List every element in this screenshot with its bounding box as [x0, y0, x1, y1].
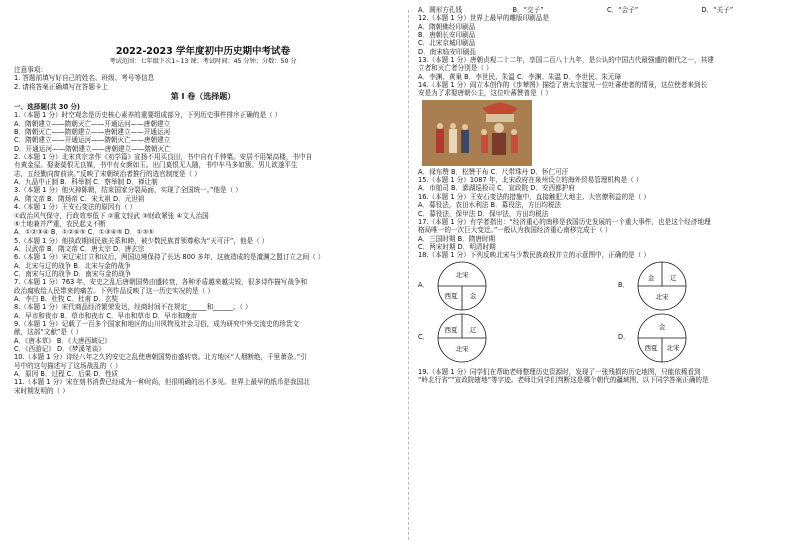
text-line: C．北宋京城印刷品: [418, 39, 476, 48]
text-line: 3.（本题 1 分）他灭掉陈朝，结束国家分裂局面，实现了全国统一。”他是（ ）: [14, 186, 242, 195]
text-line: A．汉武帝 B．隋文帝 C．唐太宗 D．唐玄宗: [14, 244, 145, 253]
text-line: B．隋朝灭亡——隋朝建立——唐朝建立——开通运河: [14, 128, 171, 137]
text-line: 立者和灭亡者分别是（ ）: [418, 64, 493, 73]
text-line: 11.（本题 1 分）宋在刻书消费已经成为一种时尚，但很明确的出不多见。世界上最早的纸币是我国北: [14, 378, 310, 387]
text-line: A．早市和夜市 B．草市和夜市 C．早市和草市 D．早市和晚市: [14, 311, 198, 320]
option: B．“交子”: [512, 6, 544, 14]
text-line: ⑤土地兼并严重，农民起义不断: [14, 219, 106, 228]
text-line: A．隋朝佛经印刷品: [418, 22, 476, 31]
text-line: 18.（本题 1 分）下列反映北宋与少数民族政权并立的示意图中，正确的是（ ）: [418, 251, 650, 260]
pie-diagram-d: [636, 312, 688, 364]
note-1: 1. 答题前填写好自己的姓名、班级、考号等信息: [14, 74, 155, 83]
text-line: 10.（本题 1 分）诗经八年之久的安史之乱使唐朝国势由盛转衰。北方地区“人烟断绝，千里萧条。”引: [14, 353, 307, 362]
text-line: 7.（本题 1 分）763 年，安史之乱后唐朝国势由盛转衰，各种矛盾越来越尖锐，很多诗作描写战争和: [14, 278, 308, 287]
region-label: 西夏: [644, 343, 658, 352]
text-line: 政治腐败给人民带来的痛苦。下列作品反映了这一历史实况的是（ ）: [14, 286, 214, 295]
painting-figures: [422, 100, 532, 166]
option-label: D．: [618, 333, 630, 342]
text-line: A．北宋与辽的战争 B．北宋与金的战争: [14, 261, 131, 270]
text-line: 9.（本题 1 分）记载了一百多个国家和地区的山川风物及社会习俗，成为研究中外交流史的珍贵文: [14, 319, 300, 328]
text-line: 5.（本题 1 分）他执政期间民族关系和睦，被少数民族首领尊称为“天可汗”，他是（ ）: [14, 236, 269, 245]
pie-row-1: [418, 260, 794, 312]
text-line: B．唐朝长安印刷品: [418, 31, 476, 40]
text-line: D．开通运河——隋朝建立——唐朝建立——隋朝灭亡: [14, 144, 171, 153]
region-label: 北宋: [455, 270, 469, 279]
text-line: C．《西游记》 D．《梦溪笔谈》: [14, 345, 105, 353]
left-column: [14, 0, 392, 550]
text-line: A．李渊、黄巢 B．李世民、朱温 C．李渊、朱温 D．李世民、朱元璋: [418, 72, 622, 81]
text-line: 安是为了求娶唐朝公主，这位吐蕃赞普是（ ）: [418, 89, 552, 98]
option-label: A．: [418, 281, 430, 290]
text-line: 12.（本题 1 分）世界上最早的雕版印刷品是: [418, 14, 549, 23]
column-divider: [408, 10, 410, 540]
pie-diagram-b: [636, 260, 688, 312]
text-line: 献，这部“文献”是（ ）: [14, 328, 83, 337]
text-line: 1.（本题 1 分）时空观念是历史核心素养的重要组成部分，下列历史事件排序正确的是（ ）: [14, 111, 282, 120]
text-line: 宋时期发明的（ ）: [14, 386, 69, 395]
exam-info: 考试范围：七年级下次1~13 课；考试时间：45 分钟；分数：50 分: [109, 58, 297, 65]
text-line: C．南宋与辽的战争 D．南宋与金的战争: [14, 269, 132, 278]
region-label: 辽: [469, 325, 477, 334]
text-line: “岭北行省”“宣政院辖地”等字迹。老师让同学们判断这是哪个朝代的疆域图，以下同学答案正确的是: [418, 375, 709, 384]
pie-diagram-c: [436, 312, 488, 364]
text-line: A．①②③④ B．①②④⑤ C．①③④⑤ D．①③⑤: [14, 228, 155, 237]
pie-row-2: [418, 312, 794, 364]
option: D．“关子”: [701, 6, 734, 14]
region-label: 金: [658, 322, 666, 331]
option: C．“会子”: [607, 6, 639, 14]
region-label: 北宋: [666, 343, 680, 352]
text-line: 有黄金屋。娶妻莫恨无良媒，书中有女颜如玉。出门莫恨无人随，书中车马多如簇。男儿欲遂平生: [14, 161, 298, 170]
text-line: 4.（本题 1 分）王安石变法的原因有（ ）: [14, 203, 137, 212]
part-title: 一、选择题(共 30 分): [14, 103, 80, 112]
text-line: A．九品中正制 B．科举制 C．察举制 D．禅让制: [14, 178, 158, 187]
text-line: 志，五经勤向窗前读。”反映了宋朝统治者推行的选官制度是（ ）: [14, 169, 201, 178]
text-line: 格局唯一的一次巨大变迁。”一般认为我国经济重心南移完成于（ ）: [418, 226, 612, 235]
text-line: 19.（本题 1 分）同学们在帮助老师整理历史资源时，发现了一张残损的历史地图，只能依稀看到: [418, 367, 701, 376]
text-line: C．隋朝建立——开通运河——隋朝灭亡——唐朝建立: [14, 136, 171, 145]
painting-image: [422, 100, 532, 166]
text-line: A．募役法，农田水利法 B．募役法，方田均税法: [418, 201, 562, 210]
region-label: 北宋: [655, 292, 669, 301]
text-line: 14.（本题 1 分）阎立本创作的《步辇图》描绘了唐太宗接见一位吐蕃使者的情景，这位使者来到长: [418, 81, 708, 90]
text-line: 15.（本题 1 分）1087 年，北宋政府在泉州设立的海外贸易管理机构是（ ）: [418, 176, 643, 185]
exam-title: 2022-2023 学年度初中历史期中考试卷: [115, 46, 291, 57]
region-label: 辽: [669, 273, 677, 282]
region-label: 西夏: [444, 325, 458, 334]
text-line: 13.（本题 1 分）唐朝贞观二十二年，享国二百八十九年，是公认的中国古代最强盛的朝代之一，其建: [418, 56, 714, 65]
text-line: ①政治风气保守，行政效率低下 ②重文轻武 ③财政紧张 ④文人治国: [14, 211, 209, 220]
text-line: 16.（本题 1 分）王安石变法的措施中，直接触犯大地主、大官僚利益的是（ ）: [418, 192, 650, 201]
text-line: A．隋朝建立——隋朝灭亡——开通运河——唐朝建立: [14, 119, 171, 128]
region-label: 北宋: [455, 344, 469, 353]
region-label: 金: [647, 273, 655, 282]
text-line: D．南宋临安印刷品: [418, 47, 476, 56]
text-line: A．李白 B．杜牧 C．杜甫 D．玄奘: [14, 294, 119, 303]
text-line: C．募役法，保甲法 D．保甲法，方田均税法: [418, 209, 549, 218]
region-label: 西夏: [444, 291, 458, 300]
left-question-lines: [14, 111, 392, 395]
text-line: 2.（本题 1 分）北宋真宗亲作《劝学篇》宣扬不用买良田，书中自有千钟粟。安居不用架高楼，书中自: [14, 153, 313, 162]
note-2: 2. 请将答案正确填写在答题卡上: [14, 82, 109, 91]
option-label: B．: [618, 281, 630, 290]
text-line: C．两宋时期 D．明清时期: [418, 242, 496, 251]
text-line: 17.（本题 1 分）有学者指出：“经济重心的南移是我国历史发展的一个重大事件，也是这个经济地理: [418, 217, 711, 226]
region-label: 金: [469, 291, 477, 300]
text-line: 8.（本题 1 分）宋代商品经济繁荣发达，经商时间不在规定______和______。（ ）: [14, 303, 252, 312]
text-line: A．三国时期 B．隋唐时期: [418, 234, 496, 243]
text-line: A．市舶司 B．澎湖巡检司 C．宣政院 D．安西都护府: [418, 184, 575, 193]
option: A．圆形方孔钱: [418, 6, 463, 14]
note-heading: 注意事项：: [14, 66, 47, 74]
section-title: 第 I 卷（选择题）: [170, 92, 236, 102]
text-line: A．原因 B．过程 C．后果 D．性质: [14, 370, 119, 379]
text-line: 号中的这句描述写了这场战乱的（ ）: [14, 361, 122, 370]
text-line: 6.（本题 1 分）宋辽宋订立和议后，两国边境保持了长达 800 多年，这就造成的是澶渊之盟订立之间（ ）: [14, 253, 325, 262]
option-label: C．: [418, 333, 430, 342]
right-column: [418, 0, 794, 550]
text-line: A．隋文帝 B．隋炀帝 C．宋太祖 D．元世祖: [14, 194, 145, 203]
text-line: A．禄东赞 B．松赞干布 C．尺带珠丹 D．怀仁可汗: [418, 167, 569, 176]
text-line: A．《唐本草》 B．《大唐西域记》: [14, 336, 111, 345]
pie-diagram-a: [436, 260, 488, 312]
